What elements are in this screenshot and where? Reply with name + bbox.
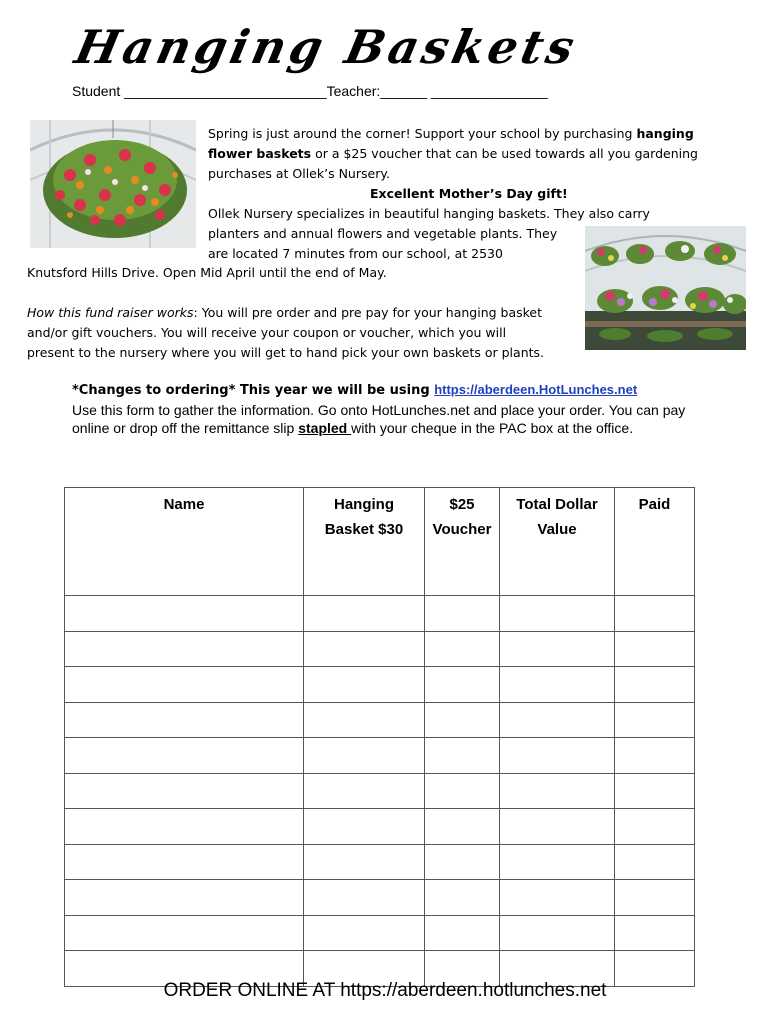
cell-voucher[interactable]	[425, 844, 500, 880]
hotlunches-link[interactable]: https://aberdeen.HotLunches.net	[434, 382, 638, 397]
cell-name[interactable]	[65, 667, 304, 703]
table-row	[65, 773, 695, 809]
cell-paid[interactable]	[615, 915, 695, 951]
cell-hanging-basket[interactable]	[304, 773, 425, 809]
cell-voucher[interactable]	[425, 809, 500, 845]
order-table	[64, 487, 695, 987]
cell-name[interactable]	[65, 809, 304, 845]
col-header-name: Name	[65, 488, 304, 596]
cell-total-value[interactable]	[500, 880, 615, 916]
cell-hanging-basket[interactable]	[304, 915, 425, 951]
cell-name[interactable]	[65, 631, 304, 667]
cell-hanging-basket[interactable]	[304, 844, 425, 880]
student-label: Student	[72, 83, 121, 99]
cell-total-value[interactable]	[500, 915, 615, 951]
ordering-change-notice: *Changes to ordering* This year we will be using https://aberdeen.HotLunches.net	[72, 382, 638, 398]
cell-total-value[interactable]	[500, 596, 615, 632]
cell-total-value[interactable]	[500, 809, 615, 845]
table-row	[65, 738, 695, 774]
cell-paid[interactable]	[615, 667, 695, 703]
cell-name[interactable]	[65, 915, 304, 951]
order-online-footer: ORDER ONLINE AT https://aberdeen.hotlunches.net	[163, 980, 607, 1001]
cell-name[interactable]	[65, 738, 304, 774]
cell-name[interactable]	[65, 844, 304, 880]
cell-hanging-basket[interactable]	[304, 631, 425, 667]
cell-voucher[interactable]	[425, 915, 500, 951]
intro-paragraph: Spring is just around the corner! Support your school by purchasing hanging flower baskets or a $25 voucher that can be used towards all you gardening purchases at Ollek’s Nursery.	[208, 126, 698, 181]
table-row	[65, 809, 695, 845]
cell-paid[interactable]	[615, 596, 695, 632]
nursery-address: Knutsford Hills Drive. Open Mid April until the end of May.	[27, 265, 387, 280]
page-title: Hanging Baskets	[70, 20, 583, 74]
teacher-label: Teacher:	[326, 83, 381, 99]
table-row	[65, 844, 695, 880]
cell-name[interactable]	[65, 702, 304, 738]
table-row	[65, 915, 695, 951]
cell-hanging-basket[interactable]	[304, 809, 425, 845]
how-it-works-paragraph: How this fund raiser works: You will pre order and pre pay for your hanging basket and/or gift vouchers. You will receive your coupon or voucher, which you will present to the nursery where you will get to hand pick your own baskets or plants.	[27, 305, 545, 360]
cell-voucher[interactable]	[425, 880, 500, 916]
col-header-total-value: Total Dollar Value	[500, 488, 615, 596]
table-row	[65, 702, 695, 738]
cell-total-value[interactable]	[500, 702, 615, 738]
cell-hanging-basket[interactable]	[304, 880, 425, 916]
mothers-day-callout: Excellent Mother’s Day gift!	[370, 186, 568, 201]
cell-paid[interactable]	[615, 809, 695, 845]
col-header-voucher: $25 Voucher	[425, 488, 500, 596]
cell-hanging-basket[interactable]	[304, 667, 425, 703]
student-name-blank[interactable]: __________________________	[124, 83, 327, 99]
cell-total-value[interactable]	[500, 773, 615, 809]
cell-hanging-basket[interactable]	[304, 738, 425, 774]
cell-paid[interactable]	[615, 702, 695, 738]
cell-voucher[interactable]	[425, 631, 500, 667]
cell-voucher[interactable]	[425, 702, 500, 738]
cell-hanging-basket[interactable]	[304, 702, 425, 738]
cell-total-value[interactable]	[500, 631, 615, 667]
hanging-basket-photo	[30, 120, 196, 248]
cell-paid[interactable]	[615, 631, 695, 667]
cell-name[interactable]	[65, 880, 304, 916]
cell-name[interactable]	[65, 773, 304, 809]
student-teacher-line	[72, 83, 672, 99]
cell-voucher[interactable]	[425, 738, 500, 774]
stapled-emphasis: stapled	[298, 420, 352, 436]
nursery-paragraph: Ollek Nursery specializes in beautiful hanging baskets. They also carry planters and annual flowers and vegetable plants. They are located 7 minutes from our school, at 2530	[208, 206, 650, 261]
cell-paid[interactable]	[615, 738, 695, 774]
cell-paid[interactable]	[615, 773, 695, 809]
cell-voucher[interactable]	[425, 667, 500, 703]
col-header-hanging-basket: Hanging Basket $30	[304, 488, 425, 596]
cell-voucher[interactable]	[425, 596, 500, 632]
teacher-name-blank[interactable]: ______ _______________	[380, 83, 548, 99]
cell-voucher[interactable]	[425, 773, 500, 809]
cell-name[interactable]	[65, 596, 304, 632]
instructions-paragraph: Use this form to gather the information. Go onto HotLunches.net and place your order. You can pay online or drop off the remittance slip stapled with your cheque in the PAC box at the office.	[72, 402, 686, 436]
col-header-paid: Paid	[615, 488, 695, 596]
cell-paid[interactable]	[615, 844, 695, 880]
cell-total-value[interactable]	[500, 738, 615, 774]
table-row	[65, 596, 695, 632]
table-row	[65, 631, 695, 667]
cell-paid[interactable]	[615, 880, 695, 916]
cell-total-value[interactable]	[500, 667, 615, 703]
table-row	[65, 880, 695, 916]
table-row	[65, 667, 695, 703]
cell-total-value[interactable]	[500, 844, 615, 880]
cell-hanging-basket[interactable]	[304, 596, 425, 632]
